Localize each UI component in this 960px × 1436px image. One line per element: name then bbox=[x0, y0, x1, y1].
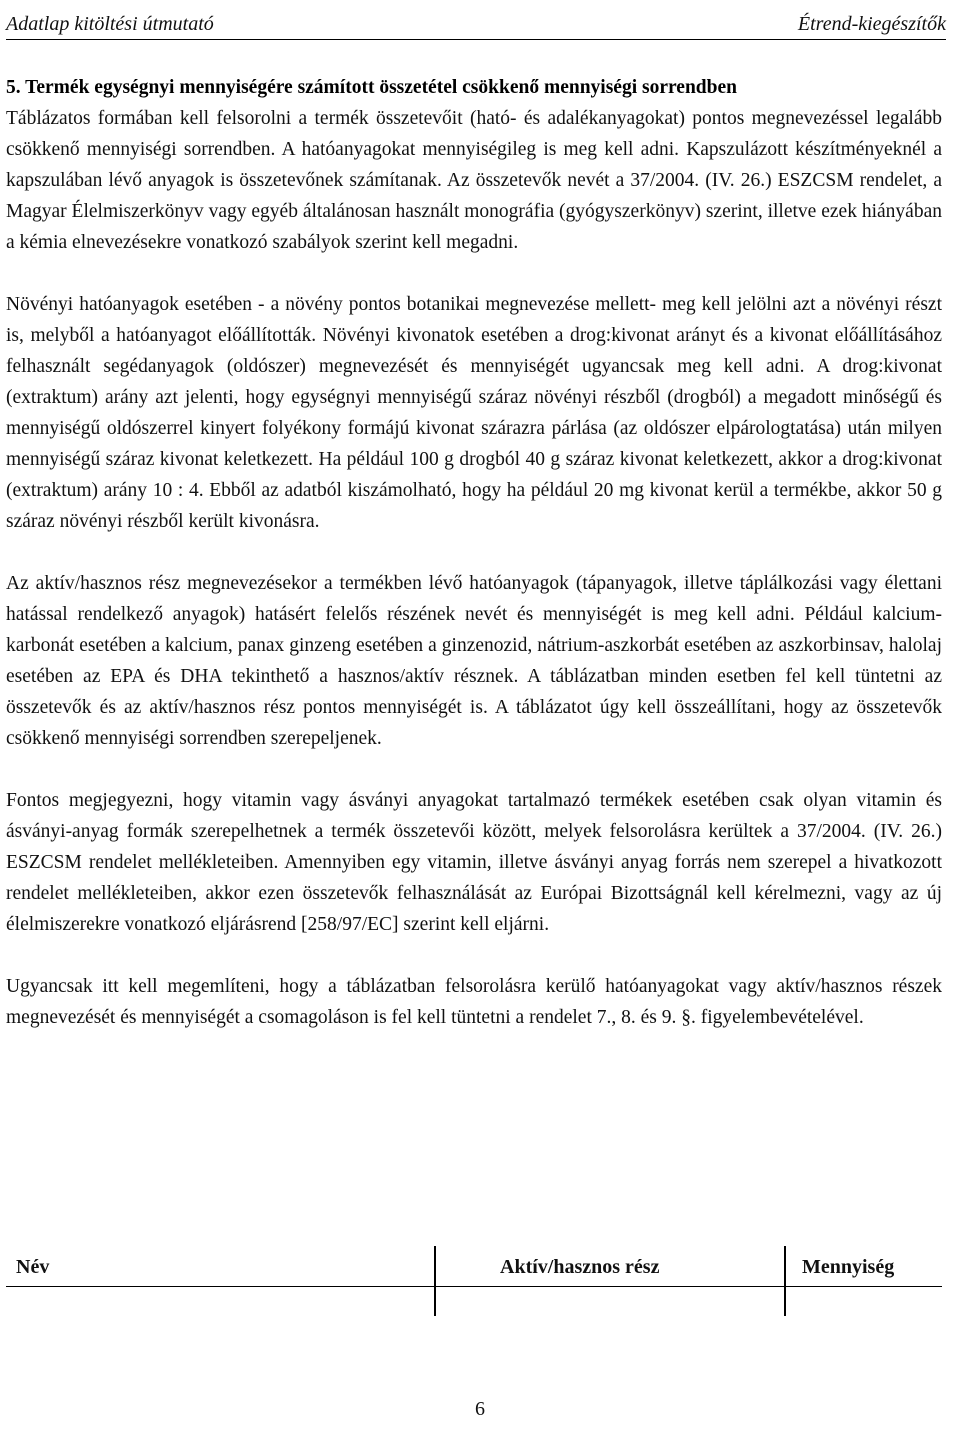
column-header-quantity: Mennyiség bbox=[802, 1256, 895, 1278]
page-number: 6 bbox=[475, 1398, 485, 1420]
section-title: 5. Termék egységnyi mennyiségére számított összetétel csökkenő mennyiségi sorrendben bbox=[6, 77, 737, 98]
paragraph-botanical: Növényi hatóanyagok esetében - a növény pontos botanikai megnevezése mellett- meg kell jelölni azt a növényi részt is, melyből a hatóanyagot előállították. Növényi kivonatok esetében a drog:kivonat arányt és a kivonat előállításához felhasznált segédanyagok (oldószer) megnevezését és mennyiségét ugyancsak meg kell adni. A drog:kivonat (extraktum) arány azt jelenti, hogy egységnyi mennyiségű száraz növényi részből (drogból) a megadott minőségű és mennyiségű oldószerrel kinyert folyékony formájú kivonat szárazra párlása (az oldószer elpárologtatása) után milyen mennyiségű száraz kivonat keletkezett. Ha például 100 g drogból 40 g száraz kivonat keletkezett, akkor a drog:kivonat (extraktum) arány 10 : 4. Ebből az adatból kiszámolható, hogy ha például 20 mg kivonat kerül a termékbe, akkor 50 g száraz növényi részből került kivonásra. bbox=[6, 294, 942, 532]
paragraph-active-part: Az aktív/hasznos rész megnevezésekor a termékben lévő hatóanyagok (tápanyagok, illetve táplálkozási vagy élettani hatással rendelkező anyagok) hatásért felelős részének nevét és mennyiségét is meg kell adni. Például kalcium-karbonát esetében a kalcium, panax ginzeng esetében a ginzenozid, nátrium-aszkorbát esetében az aszkorbinsav, halolaj esetében az EPA és DHA tekinthető a hasznos/aktív résznek. A táblázatban minden esetben fel kell tüntetni az összetevők és az aktív/hasznos rész pontos mennyiségét is. A táblázatot úgy kell összeállítani, hogy az összetevők csökkenő mennyiségi sorrendben szerepeljenek. bbox=[6, 573, 942, 749]
header-left-title: Adatlap kitöltési útmutató bbox=[6, 13, 214, 35]
column-header-active-part: Aktív/hasznos rész bbox=[500, 1256, 660, 1278]
document-body bbox=[6, 72, 942, 1033]
column-divider bbox=[434, 1246, 436, 1316]
paragraph-vitamins: Fontos megjegyezni, hogy vitamin vagy ásványi anyagokat tartalmazó termékek esetében csak olyan vitamin és ásványi-anyag formák szerepelhetnek a termék összetevői között, melyek felsorolásra kerültek a 37/2004. (IV. 26.) ESZCSM rendelet mellékleteiben. Amennyiben egy vitamin, illetve ásványi anyag forrás nem szerepel a hivatkozott rendelet mellékleteiben, akkor ezen összetevők felhasználását az Európai Bizottságnál kell kérelmezni, vagy az új élelmiszerekre vonatkozó eljárásrend [258/97/EC] szerint kell eljárni. bbox=[6, 790, 942, 935]
column-header-name: Név bbox=[16, 1256, 50, 1278]
paragraph-labeling: Ugyancsak itt kell megemlíteni, hogy a táblázatban felsorolásra kerülő hatóanyagokat vagy aktív/hasznos részek megnevezését és mennyiségét a csomagoláson is fel kell tüntetni a rendelet 7., 8. és 9. §. figyelembevételével. bbox=[6, 976, 942, 1028]
page-header bbox=[6, 4, 946, 40]
header-right-title: Étrend-kiegészítők bbox=[797, 13, 946, 35]
column-divider bbox=[784, 1246, 786, 1316]
intro-paragraph: Táblázatos formában kell felsorolni a termék összetevőit (ható- és adalékanyagokat) pontos megnevezéssel legalább csökkenő mennyiségi sorrendben. A hatóanyagokat mennyiségileg is meg kell adni. Kapszulázott készítményeknél a kapszulában lévő anyagok is összetevőnek számítanak. Az összetevők nevét a 37/2004. (IV. 26.) ESZCSM rendelet, a Magyar Élelmiszerkönyv vagy egyéb általánosan használt monográfia (gyógyszerkönyv) szerint, illetve ezek hiányában a kémia elnevezésekre vonatkozó szabályok szerint kell megadni. bbox=[6, 108, 942, 253]
ingredients-table-header bbox=[6, 1246, 942, 1287]
